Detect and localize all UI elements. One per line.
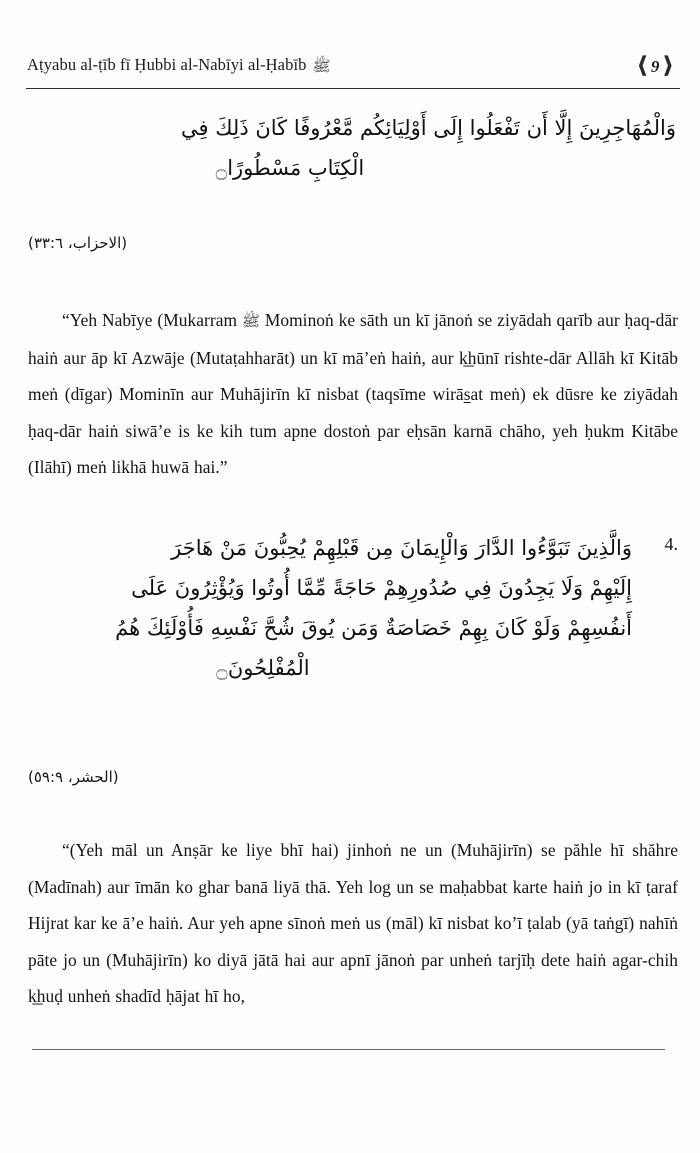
- list-item-number-4: 4.: [664, 534, 678, 554]
- quran-citation-1: (الاحزاب، ٣٣:٦): [28, 234, 128, 252]
- translation-paragraph-2: “(Yeh māl un Anṣār ke liye bhī hai) jinhoṅ ne un (Muhājirīn) se păhle hī shăhre (Madīnah) aur īmān ko ghar banā liyā thā. Yeh log un se maḥabbat karte haiṅ jo in kī ṭaraf Hijrat kar ke ā’e haiṅ. Aur yeh apne sīnoṅ meṅ us (māl) kī nisbat ko’ī ṭalab (yā taṅgī) nahīṅ pāte jo un (Muhājirīn) ko diyā jātā hai aur apnī jānoṅ par unheṅ tarjīḥ dete haiṅ agar-chih k͟huḍ unheṅ shadīd ḥājat hī ho,: [28, 840, 678, 1007]
- arabic-quran-verse-1: [24, 108, 676, 189]
- header-rule-divider: [26, 88, 680, 89]
- running-head-title-text: Aṭyabu al-ṭīb fī Ḥubbi al-Nabīyi al-Ḥabīb: [27, 55, 307, 74]
- running-head-title: [27, 55, 331, 79]
- translation-part-c: at meṅ) ek dūsre ke ziyādah ḥaq-dār haiṅ siwā’e is ke kih tum apne dostoṅ par eḥsān karnā chāho, yeh ḥukm Kitābe (Ilāhī) meṅ likhā huwā hai.”: [28, 384, 678, 478]
- folio-number-value: 9: [650, 56, 660, 76]
- translation-paragraph-1: [28, 302, 678, 486]
- verse-end-marker-icon: ۝: [215, 160, 228, 182]
- arabic-line-text: الْمُفْلِحُونَ: [227, 656, 310, 680]
- salutation-glyph-icon: ﷺ: [312, 57, 331, 75]
- folio-ornament-left-icon: ❰: [636, 55, 649, 77]
- arabic-line: [24, 148, 676, 189]
- arabic-quran-verse-2: [24, 528, 632, 689]
- arabic-line-text: الْكِتَابِ مَسْطُورًا: [227, 156, 365, 180]
- running-head: [27, 55, 678, 85]
- arabic-line: وَالَّذِينَ تَبَوَّءُوا الدَّارَ وَالْإِيمَانَ مِن قَبْلِهِمْ يُحِبُّونَ مَنْ هَاجَرَ: [171, 536, 632, 560]
- arabic-line: [24, 648, 632, 689]
- salutation-glyph-icon: ﷺ: [241, 312, 261, 331]
- arabic-line: أَنفُسِهِمْ وَلَوْ كَانَ بِهِمْ خَصَاصَةٌ وَمَن يُوقَ شُحَّ نَفْسِهِ فَأُوْلَئِكَ هُمُ: [115, 616, 632, 640]
- folio-number: [636, 57, 678, 77]
- translation-part-b: Mominoṅ ke sāth un kī jānoṅ se ziyādah qarīb aur ḥaq-dār haiṅ aur āp kī Azwāje (Mutaṭahharāt) un kī mā’eṅ haiṅ, aur k͟hūnī rishte-dār Allāh kī Kitāb meṅ (dīgar) Mominīn aur Muhājirīn kī nisbat (taqsīme wirā: [28, 310, 678, 405]
- quran-citation-2: (الحشر، ٥٩:٩): [28, 768, 119, 786]
- translation-underlined-letter: s: [463, 384, 471, 405]
- verse-end-marker-icon: ۝: [216, 660, 228, 682]
- arabic-line: إِلَيْهِمْ وَلَا يَجِدُونَ فِي صُدُورِهِمْ حَاجَةً مِّمَّا أُوتُوا وَيُؤْثِرُونَ عَلَى: [131, 576, 632, 600]
- footer-rule-divider: [32, 1049, 665, 1050]
- translation-part-a: “Yeh Nabīye (Mukarram: [62, 310, 242, 331]
- arabic-line: وَالْمُهَاجِرِينَ إِلَّا أَن تَفْعَلُوا إِلَى أَوْلِيَائِكُم مَّعْرُوفًا كَانَ ذَلِكَ فِي: [181, 116, 676, 140]
- folio-ornament-right-icon: ❱: [661, 55, 674, 77]
